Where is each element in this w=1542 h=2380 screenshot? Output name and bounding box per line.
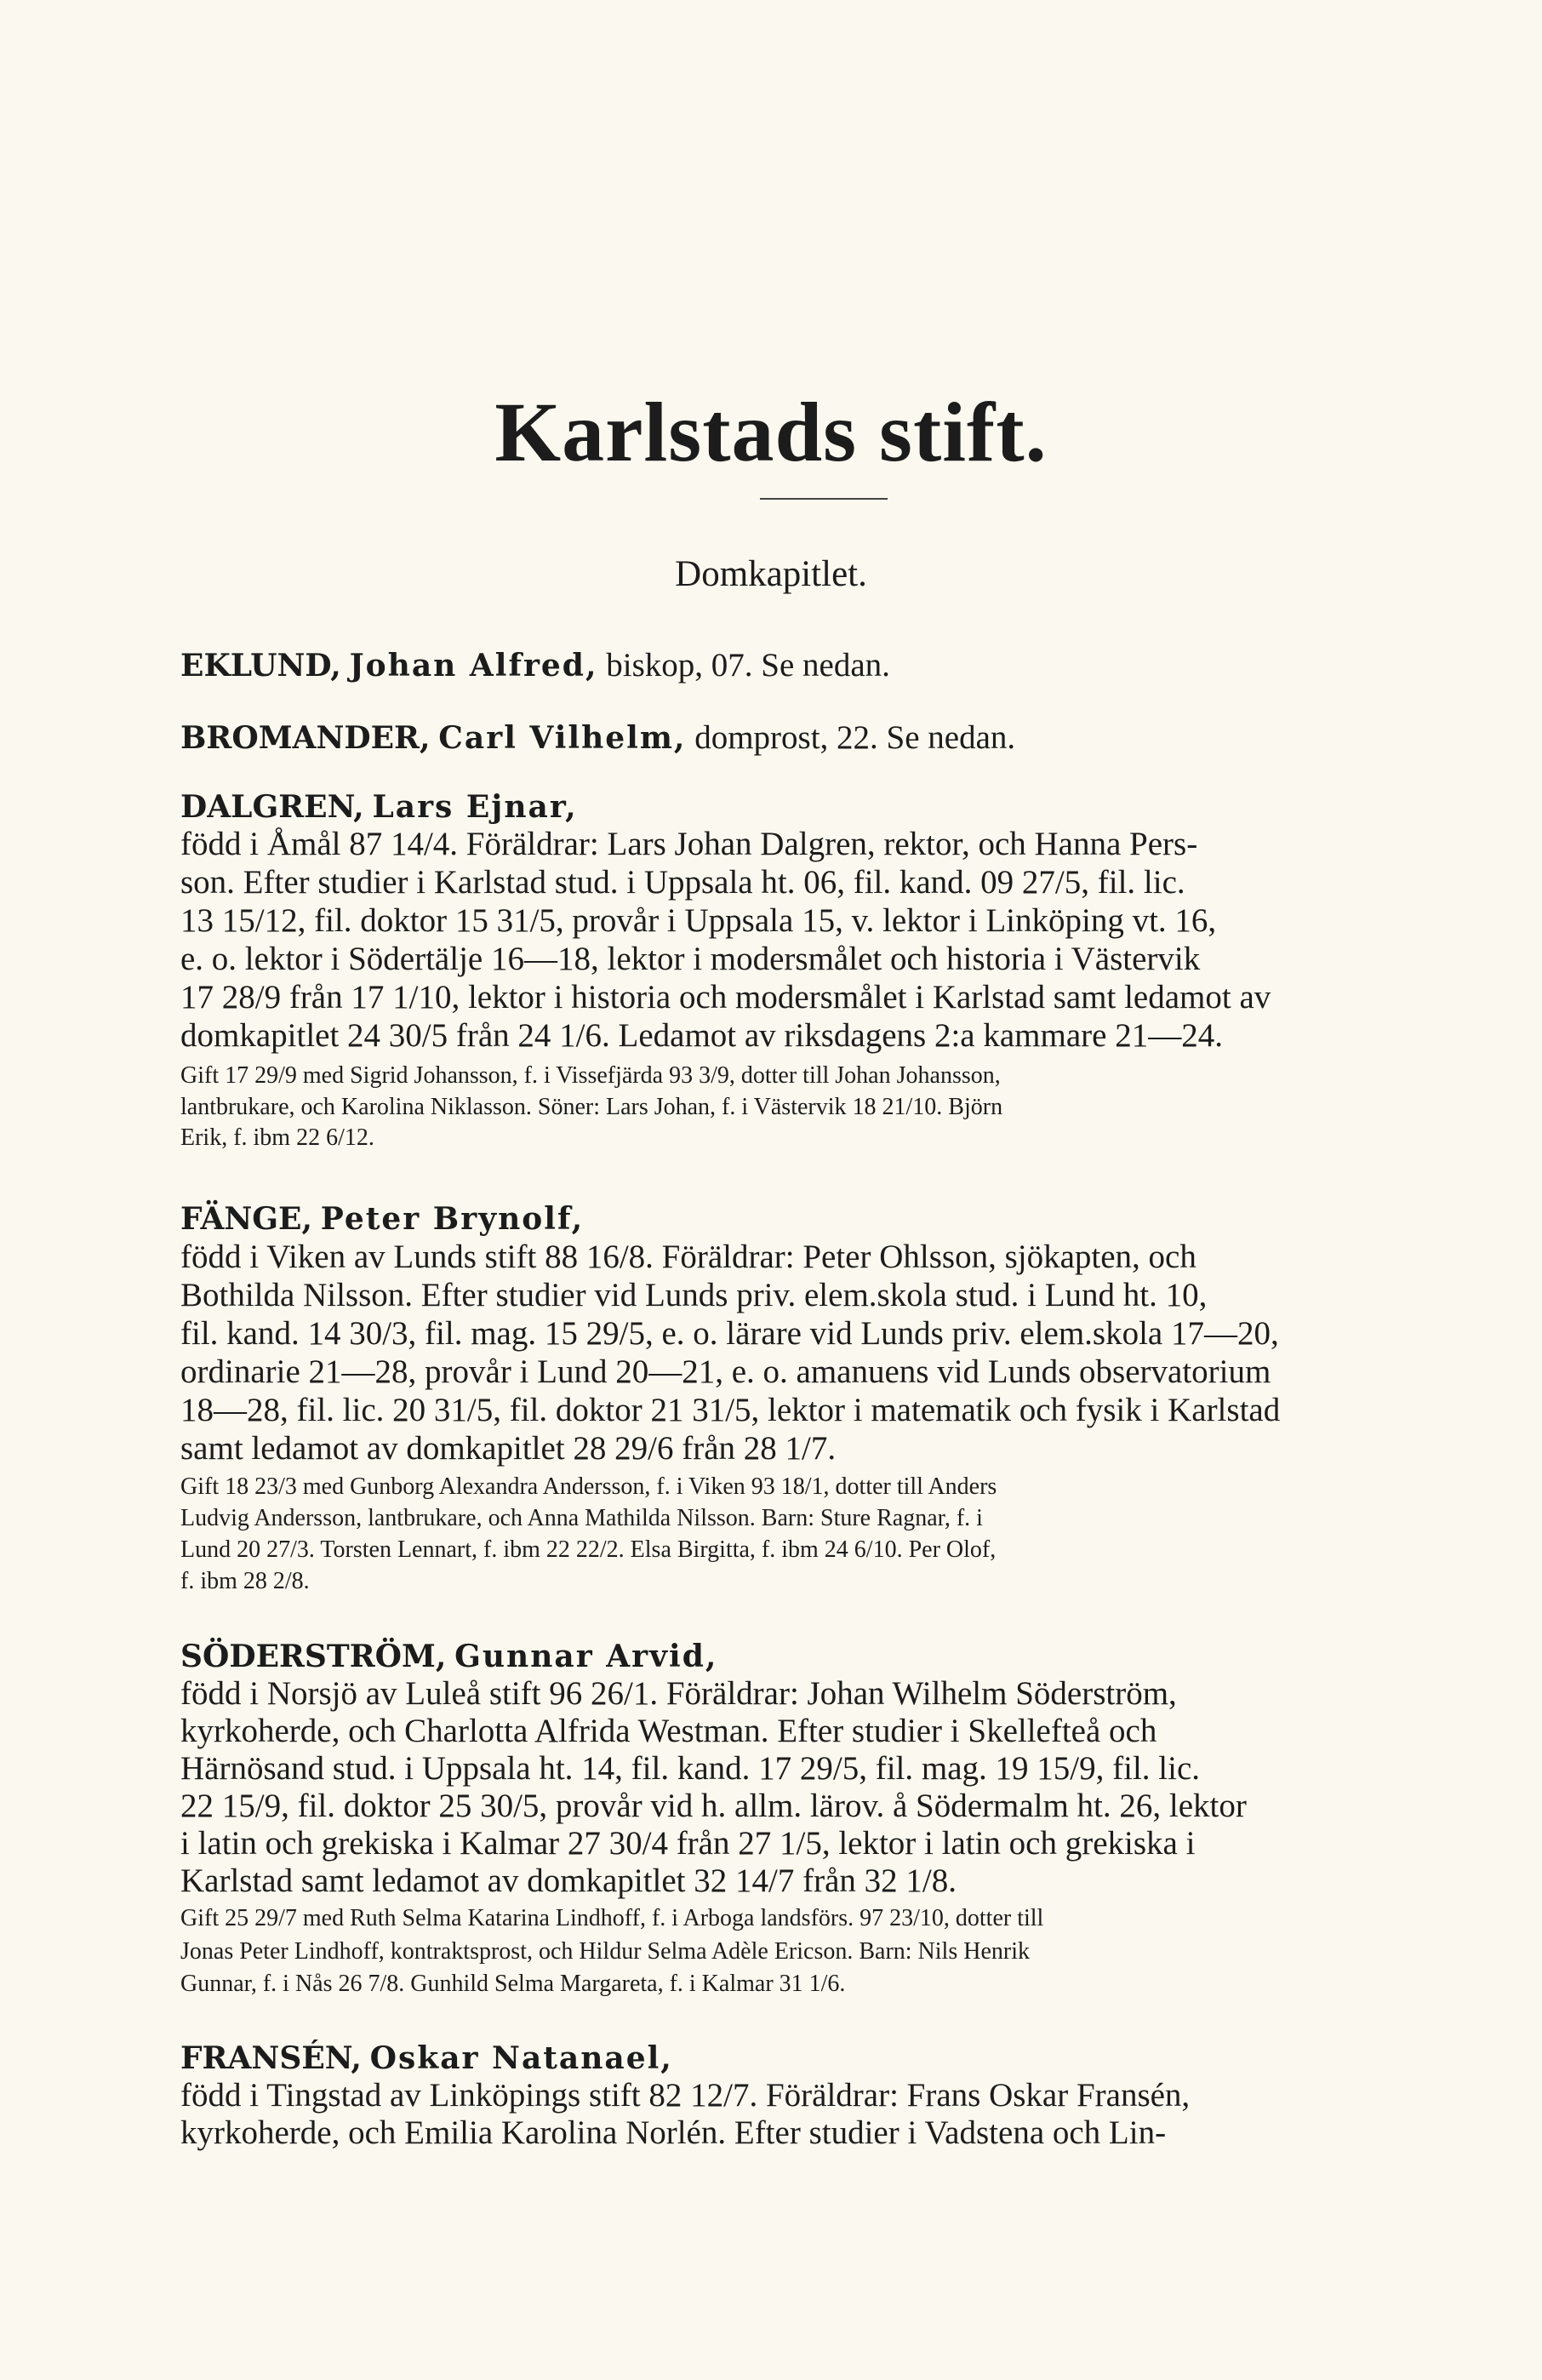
entry-heading <box>180 790 1457 823</box>
entry-surname: EKLUND, <box>180 648 341 684</box>
bio-line: Bothilda Nilsson. Efter studier vid Lunds priv. elem.skola stud. i Lund ht. 10, <box>180 1277 1208 1313</box>
bio-line: son. Efter studier i Karlstad stud. i Uppsala ht. 06, fil. kand. 09 27/5, fil. lic. <box>180 864 1185 901</box>
entry-surname: FÄNGE, <box>180 1201 313 1237</box>
bio-line: född i Åmål 87 14/4. Föräldrar: Lars Johan Dalgren, rektor, och Hanna Pers- <box>180 826 1198 862</box>
family-line: f. ibm 28 2/8. <box>180 1568 310 1594</box>
family-line: Gunnar, f. i Nås 26 7/8. Gunhild Selma Margareta, f. i Kalmar 31 1/6. <box>180 1971 846 1997</box>
bio-line: e. o. lektor i Södertälje 16—18, lektor i modersmålet och historia i Västervik <box>180 941 1201 977</box>
title-divider <box>760 498 888 500</box>
bio-line: ordinarie 21—28, provår i Lund 20—21, e. o. amanuens vid Lunds observatorium <box>180 1353 1271 1390</box>
bio-line: domkapitlet 24 30/5 från 24 1/6. Ledamot av riksdagens 2:a kammare 21—24. <box>180 1017 1223 1054</box>
bio-line: samt ledamot av domkapitlet 28 29/6 från 28 1/7. <box>180 1430 837 1467</box>
entry-given-names: Peter Brynolf, <box>320 1201 585 1237</box>
entry-heading <box>180 649 1457 682</box>
entry-given-names: Lars Ejnar, <box>372 789 578 825</box>
page-title: Karlstads stift. <box>494 385 1048 479</box>
entry-heading <box>180 1202 1457 1235</box>
bio-line: kyrkoherde, och Emilia Karolina Norlén. Efter studier i Vadstena och Lin- <box>180 2114 1167 2151</box>
entry-given-names: Gunnar Arvid, <box>454 1639 718 1674</box>
entry-heading <box>180 2041 1457 2074</box>
entry-surname: FRANSÉN, <box>180 2040 362 2076</box>
entry-surname: DALGREN, <box>180 789 364 825</box>
bio-line: Härnösand stud. i Uppsala ht. 14, fil. kand. 17 29/5, fil. mag. 19 15/9, fil. lic. <box>180 1750 1201 1787</box>
bio-line: född i Norsjö av Luleå stift 96 26/1. Föräldrar: Johan Wilhelm Söderström, <box>180 1675 1177 1712</box>
bio-line: i latin och grekiska i Kalmar 27 30/4 från 27 1/5, lektor i latin och grekiska i <box>180 1825 1196 1862</box>
bio-line: 22 15/9, fil. doktor 25 30/5, provår vid h. allm. lärov. å Södermalm ht. 26, lektor <box>180 1788 1247 1824</box>
bio-line: 13 15/12, fil. doktor 15 31/5, provår i Uppsala 15, v. lektor i Linköping vt. 16, <box>180 902 1217 939</box>
bio-line: Karlstad samt ledamot av domkapitlet 32 14/7 från 32 1/8. <box>180 1862 957 1899</box>
family-line: Gift 17 29/9 med Sigrid Johansson, f. i Vissefjärda 93 3/9, dotter till Johan Johansson, <box>180 1062 1001 1089</box>
family-line: Erik, f. ibm 22 6/12. <box>180 1124 374 1151</box>
entry-given-names: Oskar Natanael, <box>369 2040 673 2076</box>
entry-heading <box>180 1639 1457 1673</box>
entry-role: biskop, 07. Se nedan. <box>606 647 890 684</box>
bio-line: född i Viken av Lunds stift 88 16/8. Föräldrar: Peter Ohlsson, sjökapten, och <box>180 1239 1196 1275</box>
bio-line: kyrkoherde, och Charlotta Alfrida Westman. Efter studier i Skellefteå och <box>180 1713 1157 1749</box>
bio-line: 17 28/9 från 17 1/10, lektor i historia och modersmålet i Karlstad samt ledamot av <box>180 979 1271 1016</box>
entry-surname: BROMANDER, <box>180 720 431 756</box>
entry-surname: SÖDERSTRÖM, <box>180 1639 447 1674</box>
family-line: Ludvig Andersson, lantbrukare, och Anna Mathilda Nilsson. Barn: Sture Ragnar, f. i <box>180 1505 983 1531</box>
family-line: Gift 25 29/7 med Ruth Selma Katarina Lindhoff, f. i Arboga landsförs. 97 23/10, dotter till <box>180 1905 1044 1931</box>
entry-given-names: Johan Alfred, <box>349 648 598 684</box>
bio-line: fil. kand. 14 30/3, fil. mag. 15 29/5, e. o. lärare vid Lunds priv. elem.skola 17—20, <box>180 1315 1279 1352</box>
entry-heading <box>180 721 1457 754</box>
family-line: Lund 20 27/3. Torsten Lennart, f. ibm 22 22/2. Elsa Birgitta, f. ibm 24 6/10. Per Olof, <box>180 1536 997 1563</box>
entry-given-names: Carl Vilhelm, <box>438 720 687 756</box>
entry-role: domprost, 22. Se nedan. <box>694 719 1016 756</box>
section-title: Domkapitlet. <box>675 554 867 594</box>
bio-line: född i Tingstad av Linköpings stift 82 12/7. Föräldrar: Frans Oskar Fransén, <box>180 2077 1191 2114</box>
bio-line: 18—28, fil. lic. 20 31/5, fil. doktor 21 31/5, lektor i matematik och fysik i Karlstad <box>180 1392 1281 1428</box>
family-line: Jonas Peter Lindhoff, kontraktsprost, och Hildur Selma Adèle Ericson. Barn: Nils Henrik <box>180 1938 1030 1965</box>
family-line: Gift 18 23/3 med Gunborg Alexandra Andersson, f. i Viken 93 18/1, dotter till Anders <box>180 1473 997 1500</box>
family-line: lantbrukare, och Karolina Niklasson. Söner: Lars Johan, f. i Västervik 18 21/10. Björn <box>180 1094 1003 1120</box>
